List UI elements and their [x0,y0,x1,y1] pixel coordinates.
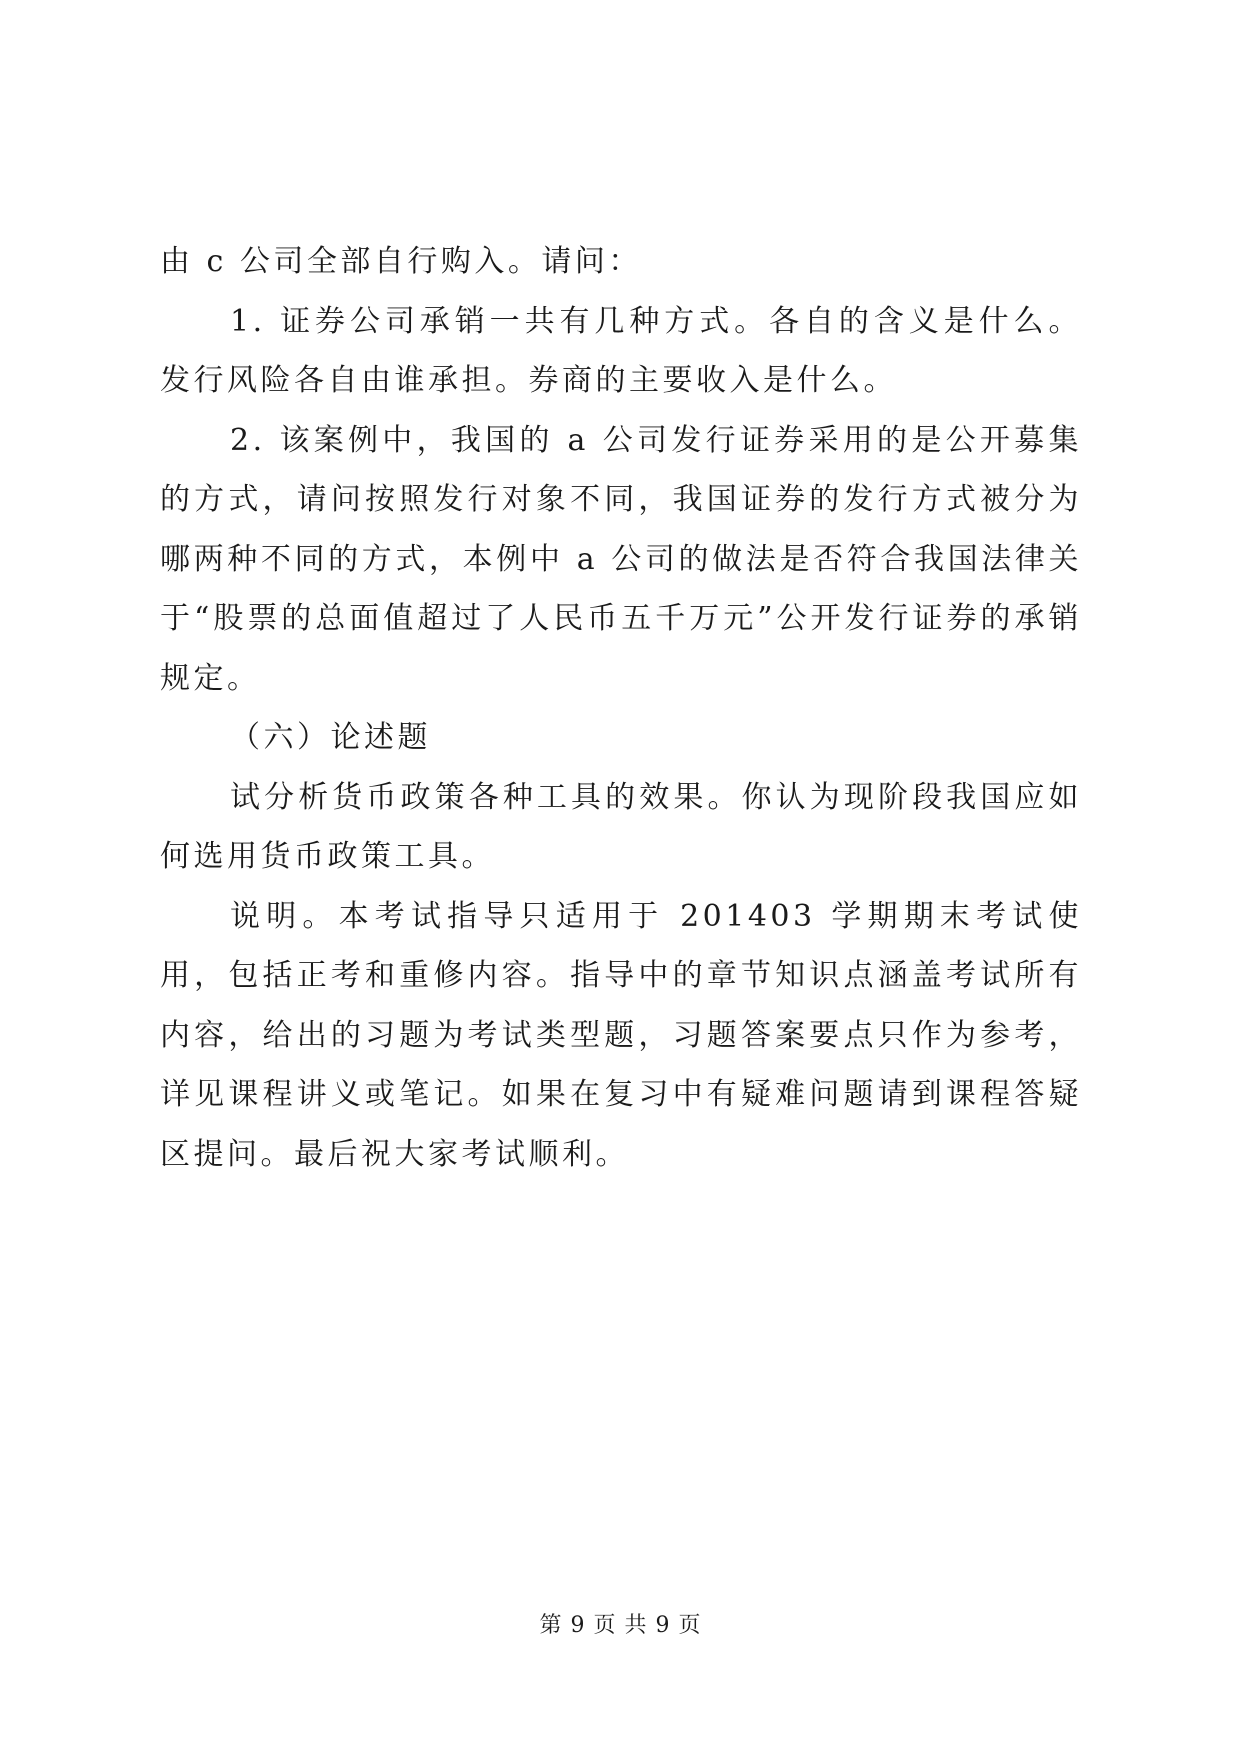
question-1: 1. 证券公司承销一共有几种方式。各自的含义是什么。发行风险各自由谁承担。券商的主要收入是什么。 [160,303,1082,398]
section-heading-essay: （六）论述题 [230,720,431,755]
question-2: 2. 该案例中，我国的 a 公司发行证券采用的是公开募集的方式，请问按照发行对象不同，我国证券的发行方式被分为哪两种不同的方式，本例中 a 公司的做法是否符合我国法律关于“股票的总面值超过了人民币五千万元”公开发行证券的承销规定。 [160,422,1082,696]
essay-question: 试分析货币政策各种工具的效果。你认为现阶段我国应如何选用货币政策工具。 [160,779,1082,874]
paragraph-continuation: 由 c 公司全部自行购入。请问： [160,244,642,279]
page-footer: 第 9 页 共 9 页 [539,1613,702,1638]
exam-notes: 说明。本考试指导只适用于 201403 学期期末考试使用，包括正考和重修内容。指导中的章节知识点涵盖考试所有内容，给出的习题为考试类型题，习题答案要点只作为参考，详见课程讲义或笔记。如果在复习中有疑难问题请到课程答疑区提问。最后祝大家考试顺利。 [160,898,1082,1172]
document-body [160,232,1082,1184]
